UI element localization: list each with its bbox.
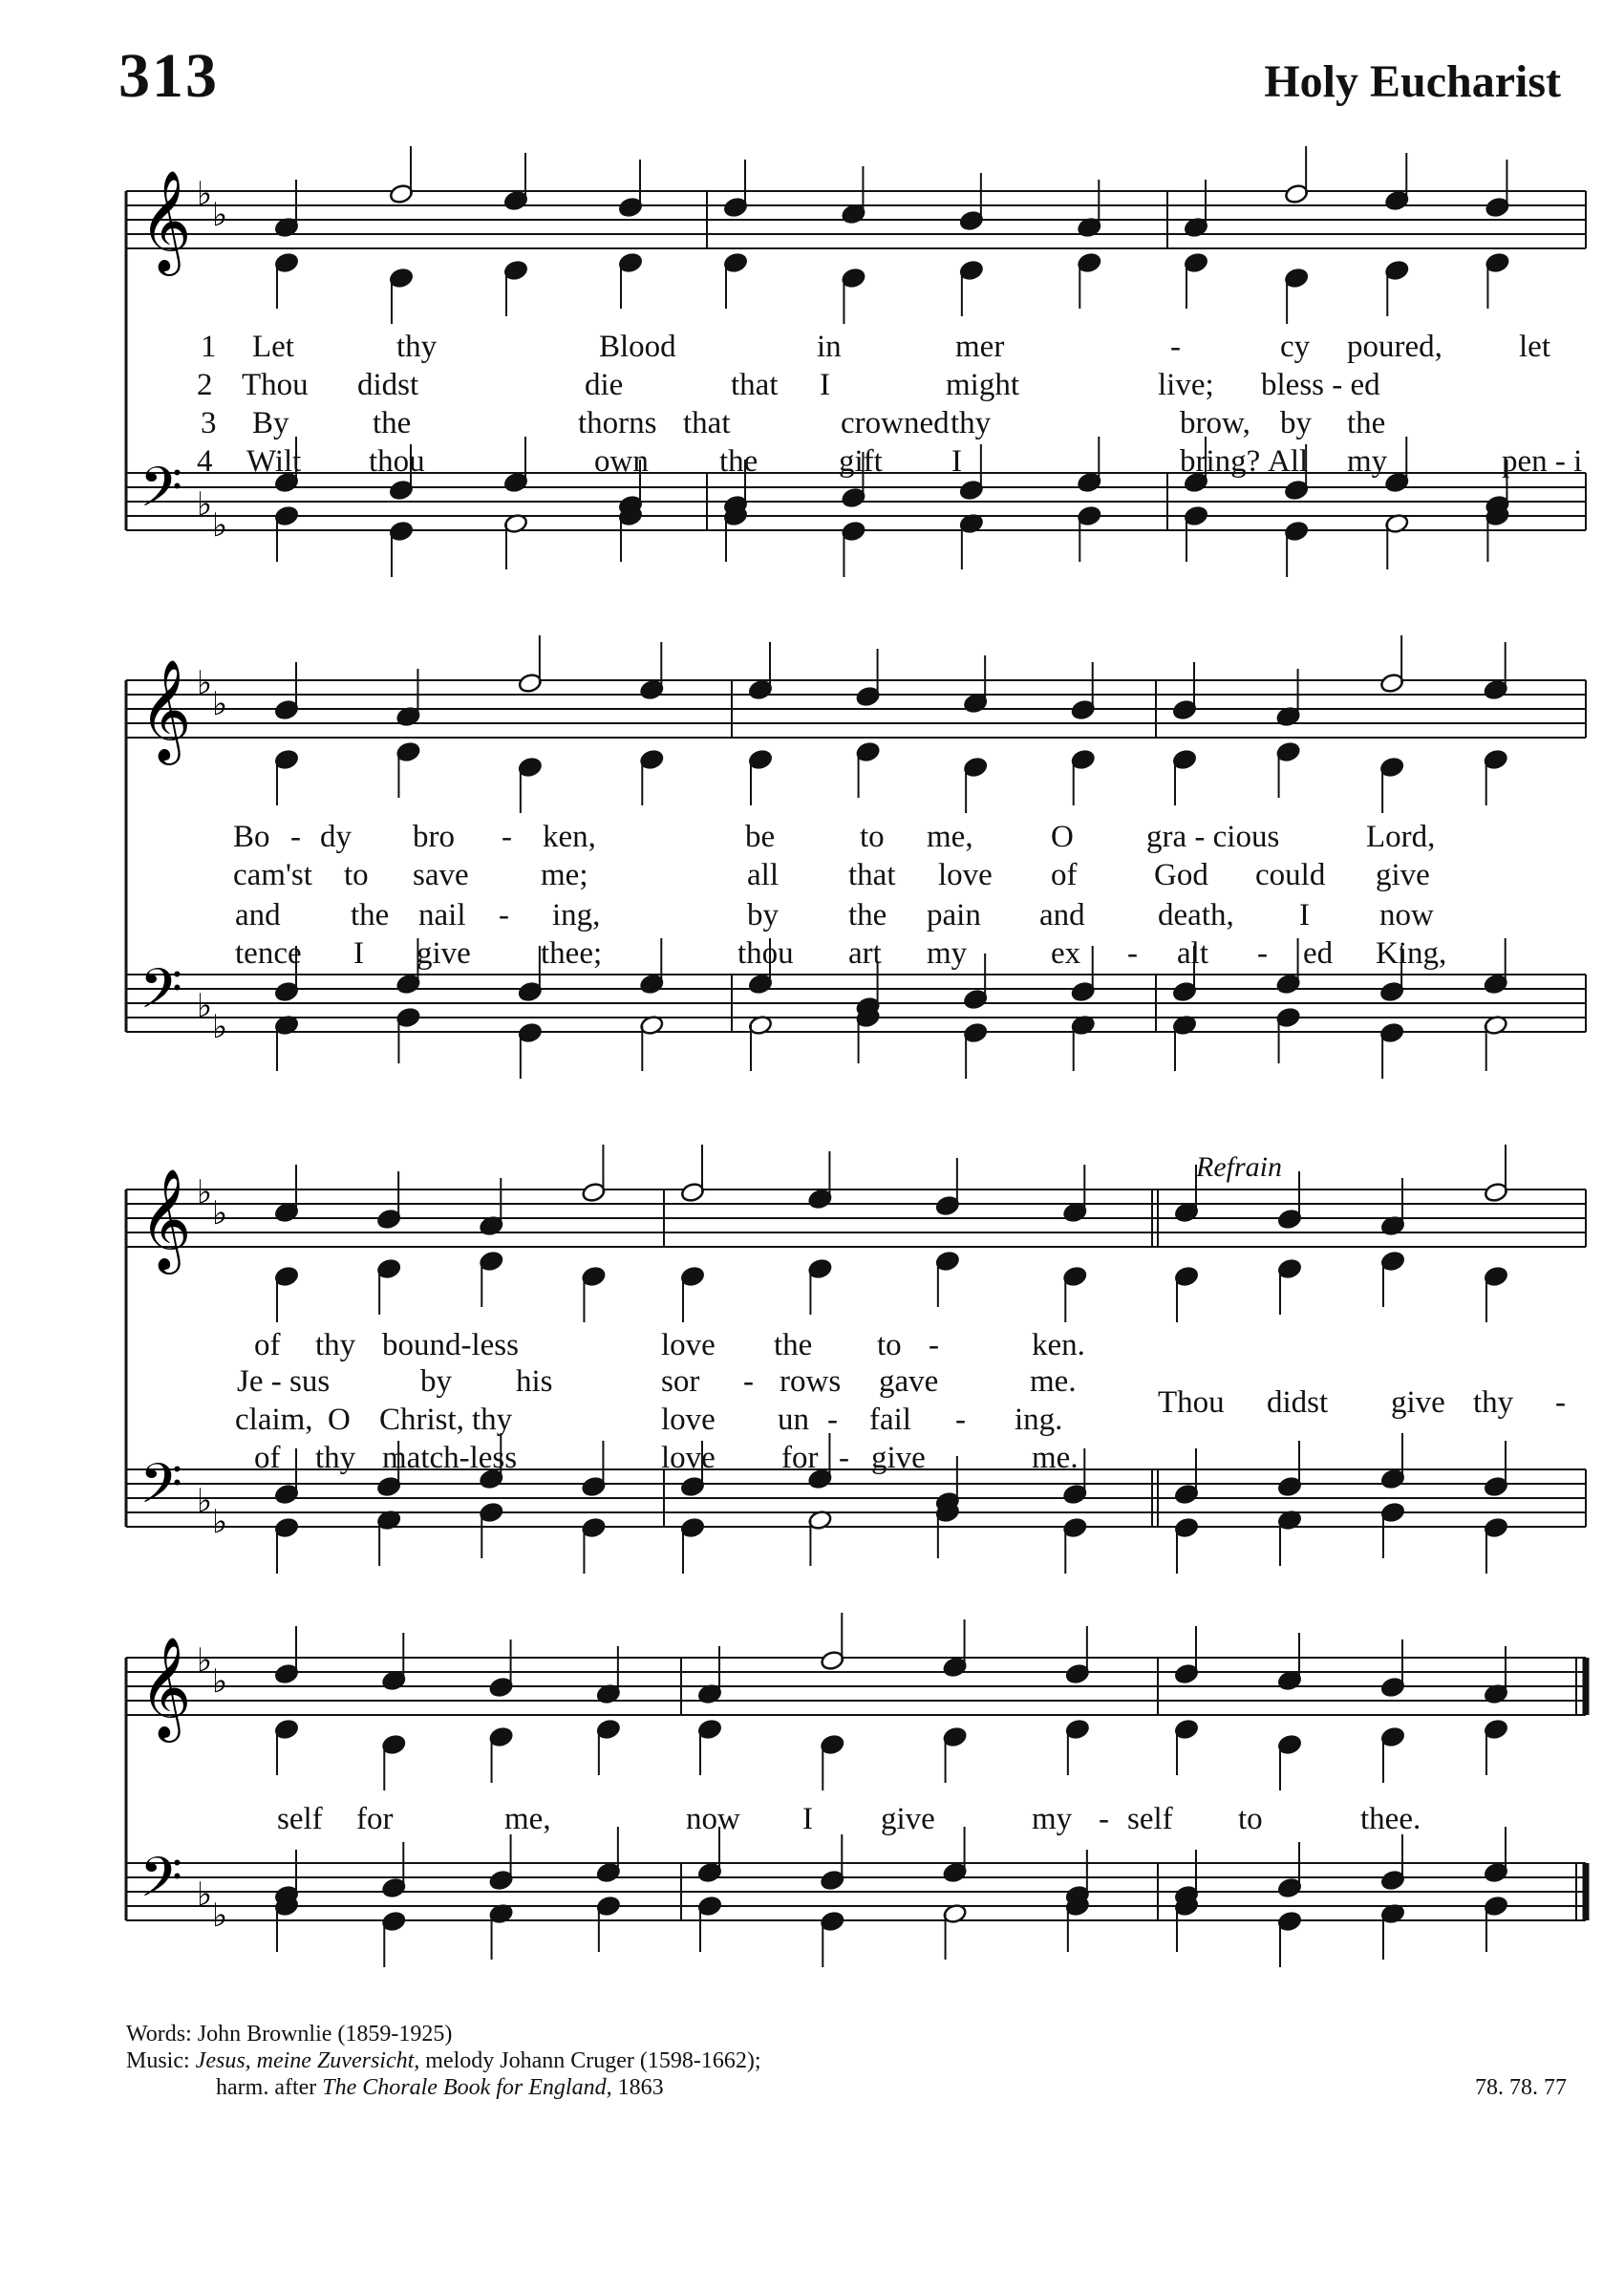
lyric-word: ex <box>1051 936 1081 971</box>
lyric-word: the <box>1347 406 1386 440</box>
treble-clef-icon: 𝄞 <box>139 169 192 271</box>
lyric-word: by <box>420 1364 452 1399</box>
lyric-word: - <box>1099 1802 1109 1836</box>
lyric-word: death, <box>1158 898 1234 932</box>
lyric-word: love <box>661 1441 716 1475</box>
lyric-word: dy <box>320 820 352 854</box>
lyric-word: my <box>927 936 968 971</box>
lyric-word: - <box>827 1403 838 1437</box>
refrain-word: thy <box>1473 1385 1514 1420</box>
lyric-word: Thou <box>242 368 309 402</box>
lyric-word: ed <box>1303 936 1334 971</box>
lyric-word: die <box>585 368 624 402</box>
lyric-word: the <box>774 1328 813 1362</box>
lyric-word: thee; <box>541 936 603 971</box>
lyric-word: of <box>1051 858 1078 892</box>
lyric-word: my <box>1032 1802 1073 1836</box>
lyric-word: - <box>1127 936 1138 971</box>
lyric-word: in <box>817 330 842 364</box>
lyric-word: cy <box>1280 330 1311 364</box>
music-source: melody Johann Cruger (1598-1662); <box>425 2048 761 2073</box>
lyric-word: pen - i <box>1502 444 1583 479</box>
section-title: Holy Eucharist <box>1264 56 1561 107</box>
lyric-word: that <box>848 858 896 892</box>
lyric-word: give <box>871 1441 926 1475</box>
lyric-word: be <box>745 820 776 854</box>
lyric-word: claim, <box>235 1403 313 1437</box>
lyric-word: thorns <box>578 406 657 440</box>
flat-icon: ♭ <box>212 1194 228 1232</box>
bass-clef-icon: 𝄢 <box>139 956 183 1035</box>
lyric-word: could <box>1255 858 1326 892</box>
lyric-word: cam'st <box>233 858 312 892</box>
lyric-word: - <box>839 1441 849 1475</box>
lyric-word: thy <box>472 1403 513 1437</box>
lyric-word: give <box>1376 858 1430 892</box>
lyric-word: bring? <box>1180 444 1261 479</box>
lyric-word: thy <box>396 330 438 364</box>
lyric-word: love <box>661 1328 716 1362</box>
lyric-word: gra - cious <box>1146 820 1280 854</box>
lyric-word: give <box>881 1802 935 1836</box>
lyric-word: now <box>1379 898 1434 932</box>
lyric-word: God <box>1154 858 1208 892</box>
lyric-word: to <box>344 858 369 892</box>
flat-icon: ♭ <box>197 987 213 1025</box>
harm-year: 1863 <box>617 2075 664 2100</box>
treble-clef-icon: 𝄞 <box>139 658 192 761</box>
lyric-word: ing, <box>552 898 601 932</box>
lyric-word: I <box>951 444 962 479</box>
lyric-word: to <box>860 820 885 854</box>
flat-icon: ♭ <box>212 685 228 723</box>
lyric-word: - <box>955 1403 966 1437</box>
refrain-word: give <box>1391 1385 1445 1420</box>
lyric-word: brow, <box>1180 406 1250 440</box>
lyric-word: of <box>254 1441 281 1475</box>
lyric-word: match-less <box>382 1441 518 1475</box>
lyric-word: All <box>1268 444 1309 479</box>
lyric-word: - <box>502 820 512 854</box>
flat-icon: ♭ <box>212 1662 228 1701</box>
lyric-word: thou <box>369 444 425 479</box>
hymn-number: 313 <box>118 41 219 111</box>
treble-clef-icon: 𝄞 <box>139 1168 192 1270</box>
lyric-word: by <box>1280 406 1312 440</box>
lyric-word: I <box>802 1802 813 1836</box>
lyric-word: me, <box>504 1802 551 1836</box>
music-label: Music: <box>126 2048 190 2073</box>
harmony-credit <box>216 2075 664 2101</box>
lyric-word: O <box>1051 820 1074 854</box>
music-credit <box>126 2048 761 2074</box>
lyric-word: nail <box>418 898 466 932</box>
flat-icon: ♭ <box>212 1503 228 1541</box>
lyric-word: ken, <box>543 820 596 854</box>
bass-clef-icon: 𝄢 <box>139 455 183 533</box>
refrain-word: didst <box>1267 1385 1329 1420</box>
lyric-word: now <box>686 1802 740 1836</box>
lyric-word: ken. <box>1032 1328 1085 1362</box>
lyric-word: 4 <box>197 444 213 479</box>
lyric-word: - <box>929 1328 939 1362</box>
lyric-word: O <box>328 1403 351 1437</box>
lyric-word: ing. <box>1015 1403 1063 1437</box>
lyric-word: mer <box>955 330 1005 364</box>
lyric-word: I <box>1299 898 1310 932</box>
lyric-word: and <box>1039 898 1085 932</box>
tune-name: Jesus, meine Zuversicht, <box>195 2048 420 2073</box>
lyric-word: pain <box>927 898 981 932</box>
flat-icon: ♭ <box>212 1008 228 1046</box>
lyric-word: - <box>743 1364 754 1399</box>
lyric-word: I <box>353 936 364 971</box>
lyric-word: own <box>594 444 649 479</box>
lyric-word: Blood <box>599 330 676 364</box>
lyric-word: gift <box>839 444 883 479</box>
lyric-word: of <box>254 1328 281 1362</box>
lyric-word: bound-less <box>382 1328 519 1362</box>
lyric-word: my <box>1347 444 1388 479</box>
treble-clef-icon: 𝄞 <box>139 1636 192 1738</box>
lyric-word: Bo <box>233 820 270 854</box>
lyric-word: the <box>351 898 390 932</box>
words-label: Words: <box>126 2022 192 2047</box>
lyric-word: bless - ed <box>1261 368 1380 402</box>
lyric-word: the <box>848 898 887 932</box>
lyric-word: bro <box>413 820 455 854</box>
lyric-word: Lord, <box>1366 820 1436 854</box>
lyric-word: the <box>373 406 412 440</box>
lyric-word: Christ, <box>379 1403 464 1437</box>
lyric-word: self <box>1127 1802 1173 1836</box>
words-author: John Brownlie (1859-1925) <box>197 2022 453 2047</box>
lyric-word: live; <box>1158 368 1214 402</box>
lyric-word: me, <box>927 820 973 854</box>
lyric-word: alt <box>1177 936 1208 971</box>
lyric-word: love <box>938 858 993 892</box>
lyric-word: didst <box>357 368 419 402</box>
flat-icon: ♭ <box>212 196 228 234</box>
lyric-word: self <box>277 1802 323 1836</box>
lyric-word: gave <box>879 1364 939 1399</box>
lyric-word: save <box>413 858 469 892</box>
lyric-word: might <box>946 368 1020 402</box>
lyric-word: - <box>290 820 301 854</box>
lyric-word: 3 <box>201 406 217 440</box>
lyric-word: me. <box>1030 1364 1077 1399</box>
flat-icon: ♭ <box>197 175 213 213</box>
lyric-word: the <box>719 444 759 479</box>
refrain-word: Thou <box>1158 1385 1225 1420</box>
lyric-word: for <box>781 1441 819 1475</box>
lyric-word: poured, <box>1347 330 1442 364</box>
harm-source: The Chorale Book for England, <box>322 2075 612 2100</box>
lyric-word: 1 <box>201 330 217 364</box>
lyric-word: thee. <box>1360 1802 1421 1836</box>
words-credit <box>126 2022 452 2047</box>
lyric-word: Je - sus <box>237 1364 331 1399</box>
lyric-word: by <box>747 898 779 932</box>
refrain-word: - <box>1555 1385 1566 1420</box>
bass-clef-icon: 𝄢 <box>139 1451 183 1530</box>
lyric-word: thy <box>951 406 992 440</box>
lyric-word: give <box>417 936 471 971</box>
flat-icon: ♭ <box>197 1482 213 1520</box>
lyric-word: that <box>731 368 779 402</box>
flat-icon: ♭ <box>197 1641 213 1680</box>
lyric-word: - <box>1257 936 1268 971</box>
flat-icon: ♭ <box>212 1897 228 1935</box>
lyric-word: Wilt <box>246 444 302 479</box>
meter: 78. 78. 77 <box>1475 2075 1567 2100</box>
lyric-word: to <box>1238 1802 1263 1836</box>
lyric-word: to <box>877 1328 902 1362</box>
lyric-word: sor <box>661 1364 700 1399</box>
lyric-word: that <box>683 406 731 440</box>
lyric-word: 2 <box>197 368 213 402</box>
flat-icon: ♭ <box>212 506 228 545</box>
lyric-word: Let <box>252 330 294 364</box>
lyric-word: me; <box>541 858 588 892</box>
lyric-word: thy <box>315 1328 356 1362</box>
lyric-word: fail <box>869 1403 911 1437</box>
lyric-word: thy <box>315 1441 356 1475</box>
lyric-word: thou <box>737 936 794 971</box>
lyric-word: for <box>356 1802 394 1836</box>
lyric-word: and <box>235 898 281 932</box>
lyric-word: tence <box>235 936 302 971</box>
refrain-label: Refrain <box>1196 1151 1282 1183</box>
lyric-word: crowned <box>841 406 950 440</box>
harm-prefix: harm. after <box>216 2075 317 2100</box>
lyric-word: rows <box>780 1364 842 1399</box>
lyric-word: all <box>747 858 779 892</box>
lyric-word: his <box>516 1364 553 1399</box>
bass-clef-icon: 𝄢 <box>139 1845 183 1923</box>
lyric-word: By <box>252 406 289 440</box>
lyric-word: un <box>778 1403 809 1437</box>
flat-icon: ♭ <box>197 1875 213 1914</box>
lyric-word: King, <box>1376 936 1447 971</box>
lyric-word: art <box>848 936 882 971</box>
lyric-word: love <box>661 1403 716 1437</box>
lyric-word: me. <box>1032 1441 1079 1475</box>
lyric-word: - <box>1170 330 1181 364</box>
flat-icon: ♭ <box>197 1173 213 1211</box>
flat-icon: ♭ <box>197 664 213 702</box>
lyric-word: I <box>820 368 830 402</box>
flat-icon: ♭ <box>197 485 213 524</box>
lyric-word: let <box>1519 330 1550 364</box>
lyric-word: - <box>499 898 509 932</box>
